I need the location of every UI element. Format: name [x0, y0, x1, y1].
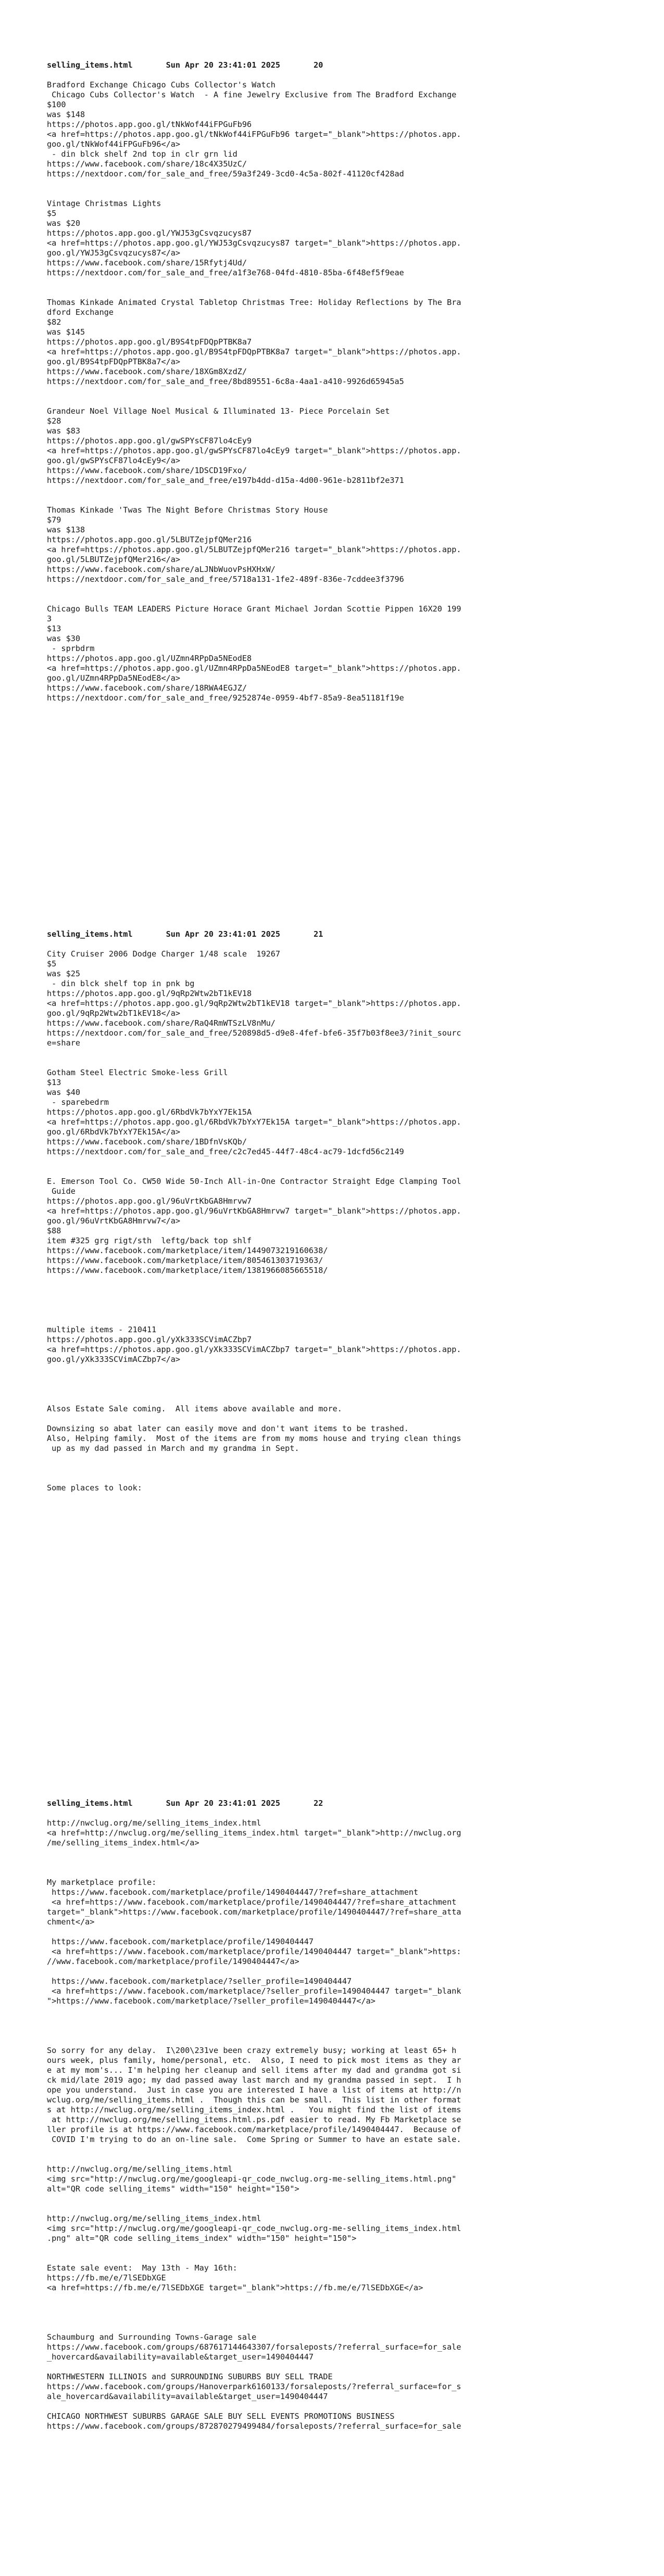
text-line: dford Exchange — [47, 308, 114, 317]
text-line: https://www.facebook.com/marketplace/?seller_profile=1490404447 — [47, 1976, 352, 1986]
blank-line — [47, 1848, 625, 1858]
text-line: https://photos.app.goo.gl/6RbdVk7bYxY7Ek15A — [47, 1107, 252, 1117]
blank-line — [47, 397, 625, 406]
blank-line — [47, 2323, 625, 2332]
blank-line — [47, 1414, 625, 1424]
blank-line — [47, 1048, 625, 1058]
text-line: Bradford Exchange Chicago Cubs Collector's Watch — [47, 80, 275, 90]
header-filename: selling_items.html — [47, 929, 133, 939]
text-line: $82 — [47, 317, 61, 327]
text-line: http://nwclug.org/me/selling_items_index.html — [47, 1818, 261, 1828]
text-line: was $20 — [47, 219, 81, 228]
text-line: <a href=https://photos.app.goo.gl/tNkWof44iFPGuFb96 target="_blank">https://photos.app. — [47, 130, 461, 139]
header-date: Sun Apr 20 23:41:01 2025 — [166, 1799, 281, 1808]
text-line: $5 — [47, 959, 57, 968]
blank-line — [47, 2313, 625, 2323]
text-line: e=share — [47, 1038, 81, 1048]
text-line: https://www.facebook.com/share/aLJNbWuovPsHXHxW/ — [47, 565, 275, 574]
blank-line — [47, 1967, 625, 1976]
text-line: <a href=https://photos.app.goo.gl/96uVrtKbGA8Hmrvw7 target="_blank">https://photos.app. — [47, 1206, 461, 1216]
blank-line — [47, 189, 625, 199]
text-line: https://www.facebook.com/share/RaQ4RmWTSzLV8nMu/ — [47, 1018, 275, 1028]
text-line: /me/selling_items_index.html</a> — [47, 1838, 199, 1847]
text-line: Guide — [47, 1187, 76, 1196]
text-line: was $40 — [47, 1088, 81, 1097]
blank-line — [47, 1453, 625, 1463]
text-line: goo.gl/gwSPYsCF87lo4cEy9</a> — [47, 456, 181, 465]
blank-line — [47, 2145, 625, 2154]
text-line: Estate sale event: May 13th - May 16th: — [47, 2263, 237, 2273]
header-page-number: 20 — [314, 60, 323, 70]
text-line: Chicago Bulls TEAM LEADERS Picture Horace Grant Michael Jordan Scottie Pippen 16X20 199 — [47, 604, 461, 614]
blank-line — [47, 1927, 625, 1937]
text-line: was $25 — [47, 969, 81, 978]
blank-line — [47, 2293, 625, 2303]
text-line: 3 — [47, 614, 52, 623]
page-body — [47, 949, 625, 1493]
text-line: ale_hovercard&availability=available&target_user=1490404447 — [47, 2392, 328, 2401]
blank-line — [47, 2194, 625, 2204]
text-line: https://nextdoor.com/for_sale_and_free/c2c7ed45-44f7-48c4-ac79-1dcfd56c2149 — [47, 1147, 404, 1156]
text-line: https://photos.app.goo.gl/gwSPYsCF87lo4cEy9 — [47, 436, 252, 445]
blank-line — [47, 1167, 625, 1177]
text-line: $5 — [47, 209, 57, 218]
text-line: $100 — [47, 100, 66, 109]
text-line: <a href=https://photos.app.goo.gl/gwSPYsCF87lo4cEy9 target="_blank">https://photos.app. — [47, 446, 461, 455]
text-line: <a href=https://www.facebook.com/marketplace/?seller_profile=1490404447 target="_blank — [47, 1986, 461, 1996]
text-line: goo.gl/tNkWof44iFPGuFb96</a> — [47, 139, 181, 149]
text-line: up as my dad passed in March and my grandma in Sept. — [47, 1444, 299, 1453]
text-line: s at http://nwclug.org/me/selling_items_index.html . You might find the list of items — [47, 2105, 461, 2114]
page-header — [47, 1799, 625, 1808]
blank-line — [47, 2303, 625, 2313]
text-line: target="_blank">https://www.facebook.com/marketplace/profile/1490404447/?ref=share_atta — [47, 1907, 461, 1917]
text-line: ">https://www.facebook.com/marketplace/?seller_profile=1490404447</a> — [47, 1996, 375, 2006]
text-line: https://nextdoor.com/for_sale_and_free/a1f3e768-04fd-4810-85ba-6f48ef5f9eae — [47, 268, 404, 277]
text-line: https://photos.app.goo.gl/B9S4tpFDQpPTBK8a7 — [47, 337, 252, 347]
text-line: https://nextdoor.com/for_sale_and_free/5718a131-1fe2-489f-836e-7cddee3f3796 — [47, 575, 404, 584]
text-line: goo.gl/6RbdVk7bYxY7Ek15A</a> — [47, 1127, 181, 1137]
blank-line — [47, 1394, 625, 1404]
text-line: https://www.facebook.com/groups/687617144643307/forsaleposts/?referral_surface=for_sale — [47, 2342, 461, 2352]
text-line: ck mid/late 2019 ago; my dad passed away last march and my grandma passed in sept. I h — [47, 2075, 461, 2085]
text-line: https://nextdoor.com/for_sale_and_free/59a3f249-3cd0-4c5a-802f-41120cf428ad — [47, 169, 404, 178]
page-body — [47, 1818, 625, 2431]
text-line: <a href=https://photos.app.goo.gl/5LBUTZejpfQMer216 target="_blank">https://photos.app. — [47, 545, 461, 554]
text-line: Some places to look: — [47, 1483, 142, 1493]
page-20 — [47, 60, 625, 703]
blank-line — [47, 1364, 625, 1374]
page-header — [47, 929, 625, 939]
text-line: https://www.facebook.com/marketplace/profile/1490404447 — [47, 1937, 314, 1946]
text-line: <a href=https://photos.app.goo.gl/YWJ53gCsvqzucys87 target="_blank">https://photos.app. — [47, 238, 461, 248]
page-header — [47, 60, 625, 70]
text-line: Thomas Kinkade Animated Crystal Tabletop Christmas Tree: Holiday Reflections by The Bra — [47, 298, 461, 307]
text-line: $13 — [47, 1078, 61, 1087]
text-line: E. Emerson Tool Co. CW50 Wide 50-Inch All-in-One Contractor Straight Edge Clamping Tool — [47, 1177, 461, 1186]
text-line: https://photos.app.goo.gl/96uVrtKbGA8Hmrvw7 — [47, 1196, 252, 1206]
text-line: .png" alt="QR code selling_items_index" width="150" height="150"> — [47, 2234, 357, 2243]
text-line: https://fb.me/e/7lSEDbXGE — [47, 2273, 166, 2282]
header-spacer — [47, 939, 625, 949]
text-line: https://www.facebook.com/share/18c4X35UzC/ — [47, 159, 247, 169]
text-line: https://www.facebook.com/marketplace/item/1449073219160638/ — [47, 1246, 328, 1255]
text-line: alt="QR code selling_items" width="150" height="150"> — [47, 2184, 299, 2194]
text-line: was $30 — [47, 634, 81, 643]
text-line: wclug.org/me/selling_items.html . Though this can be small. This list in other format — [47, 2095, 461, 2105]
text-line: https://www.facebook.com/share/15Rfytj4Ud/ — [47, 258, 247, 267]
text-line: was $148 — [47, 110, 85, 119]
text-line: https://photos.app.goo.gl/5LBUTZejpfQMer216 — [47, 535, 252, 544]
text-line: So sorry for any delay. I\200\231ve been crazy extremely busy; working at least 65+ h — [47, 2046, 457, 2055]
text-line: https://www.facebook.com/share/1DSCD19Fxo/ — [47, 466, 247, 475]
text-line: at http://nwclug.org/me/selling_items.html.ps.pdf easier to read. My Fb Marketplace se — [47, 2115, 461, 2124]
text-line: e at my mom's... I'm helping her cleanup and sell items after my dad and grandma got si — [47, 2065, 461, 2075]
blank-line — [47, 387, 625, 397]
blank-line — [47, 1305, 625, 1315]
text-line: CHICAGO NORTHWEST SUBURBS GARAGE SALE BUY SELL EVENTS PROMOTIONS BUSINESS — [47, 2412, 395, 2421]
text-line: COVID I'm trying to do an on-line sale. Come Spring or Summer to have an estate sale. — [47, 2135, 461, 2144]
text-line: ope you understand. Just in case you are interested I have a list of items at http://n — [47, 2085, 461, 2095]
text-line: City Cruiser 2006 Dodge Charger 1/48 scale 19267 — [47, 949, 281, 959]
blank-line — [47, 1295, 625, 1305]
text-line: goo.gl/9qRp2Wtw2bT1kEV18</a> — [47, 1009, 181, 1018]
blank-line — [47, 278, 625, 288]
text-line: https://www.facebook.com/marketplace/profile/1490404447/?ref=share_attachment — [47, 1888, 419, 1897]
blank-line — [47, 2016, 625, 2026]
blank-line — [47, 2243, 625, 2253]
text-line: Alsos Estate Sale coming. All items above available and more. — [47, 1404, 342, 1413]
text-line: <a href=https://photos.app.goo.gl/6RbdVk7bYxY7Ek15A target="_blank">https://photos.app. — [47, 1117, 461, 1127]
text-line: ller profile is at https://www.facebook.com/marketplace/profile/1490404447. Because of — [47, 2125, 461, 2134]
blank-line — [47, 495, 625, 505]
blank-line — [47, 1315, 625, 1325]
text-line: https://www.facebook.com/share/1BDfnVsKQb/ — [47, 1137, 247, 1146]
text-line: https://photos.app.goo.gl/YWJ53gCsvqzucys87 — [47, 228, 252, 238]
text-line: https://www.facebook.com/groups/872870279499484/forsaleposts/?referral_surface=for_sale — [47, 2421, 461, 2431]
text-line: - sparebedrm — [47, 1098, 109, 1107]
text-line: Schaumburg and Surrounding Towns-Garage sale — [47, 2332, 257, 2342]
text-line: Downsizing so abat later can easily move and don't want items to be trashed. — [47, 1424, 409, 1433]
text-line: multiple items - 210411 — [47, 1325, 157, 1334]
text-line: <a href=http://nwclug.org/me/selling_items_index.html target="_blank">http://nwclug.org — [47, 1828, 461, 1838]
blank-line — [47, 584, 625, 594]
blank-line — [47, 2204, 625, 2214]
blank-line — [47, 1157, 625, 1167]
text-line: goo.gl/B9S4tpFDQpPTBK8a7</a> — [47, 357, 181, 366]
text-line: ours week, plus family, home/personal, etc. Also, I need to pick most items as they ar — [47, 2056, 461, 2065]
text-line: https://photos.app.goo.gl/tNkWof44iFPGuFb96 — [47, 120, 252, 129]
text-line: <a href=https://photos.app.goo.gl/yXk333SCVimACZbp7 target="_blank">https://photos.app. — [47, 1345, 461, 1354]
text-line: - sprbdrm — [47, 644, 95, 653]
blank-line — [47, 2402, 625, 2412]
text-line: My marketplace profile: — [47, 1878, 157, 1887]
header-date: Sun Apr 20 23:41:01 2025 — [166, 929, 281, 939]
text-line: Thomas Kinkade 'Twas The Night Before Christmas Story House — [47, 505, 328, 515]
text-line: goo.gl/5LBUTZejpfQMer216</a> — [47, 555, 181, 564]
text-line: https://photos.app.goo.gl/UZmn4RPpDa5NEodE8 — [47, 654, 252, 663]
blank-line — [47, 2006, 625, 2016]
text-line: <a href=https://photos.app.goo.gl/UZmn4RPpDa5NEodE8 target="_blank">https://photos.app. — [47, 664, 461, 673]
text-line: Also, Helping family. Most of the items are from my moms house and trying clean things — [47, 1434, 461, 1443]
text-line: $13 — [47, 624, 61, 633]
blank-line — [47, 1858, 625, 1868]
text-line: $28 — [47, 416, 61, 426]
blank-line — [47, 2154, 625, 2164]
text-line: item #325 grg rigt/sth leftg/back top shlf — [47, 1236, 252, 1245]
text-line: https://nextdoor.com/for_sale_and_free/520898d5-d9e8-4fef-bfe6-35f7b03f8ee3/?init_sourc — [47, 1028, 461, 1038]
text-line: https://www.facebook.com/share/18XGm8XzdZ/ — [47, 367, 247, 376]
text-line: $88 — [47, 1226, 61, 1235]
text-line: Grandeur Noel Village Noel Musical & Illuminated 13- Piece Porcelain Set — [47, 406, 390, 416]
text-line: //www.facebook.com/marketplace/profile/1490404447</a> — [47, 1957, 299, 1966]
page-21 — [47, 929, 625, 1493]
blank-line — [47, 288, 625, 298]
text-line: _hovercard&availability=available&target_user=1490404447 — [47, 2352, 314, 2362]
text-line: was $138 — [47, 525, 85, 534]
header-spacer — [47, 70, 625, 80]
text-line: goo.gl/yXk333SCVimACZbp7</a> — [47, 1355, 181, 1364]
blank-line — [47, 486, 625, 495]
text-line: $79 — [47, 515, 61, 525]
text-line: <img src="http://nwclug.org/me/googleapi-qr_code_nwclug.org-me-selling_items_index.html — [47, 2224, 461, 2233]
blank-line — [47, 1868, 625, 1878]
text-line: https://www.facebook.com/groups/Hanoverpark6160133/forsaleposts/?referral_surface=for_s — [47, 2382, 461, 2391]
blank-line — [47, 179, 625, 189]
text-line: <a href=https://photos.app.goo.gl/B9S4tpFDQpPTBK8a7 target="_blank">https://photos.app. — [47, 347, 461, 356]
text-line: - din blck shelf top in pnk bg — [47, 979, 195, 988]
text-line: https://www.facebook.com/marketplace/item/1381966085665518/ — [47, 1266, 328, 1275]
text-line: <a href=https://www.facebook.com/marketplace/profile/1490404447/?ref=share_attachment — [47, 1897, 457, 1907]
text-line: was $83 — [47, 426, 81, 436]
header-date: Sun Apr 20 23:41:01 2025 — [166, 60, 281, 70]
header-page-number: 22 — [314, 1799, 323, 1808]
blank-line — [47, 1473, 625, 1483]
header-filename: selling_items.html — [47, 1799, 133, 1808]
text-line: goo.gl/YWJ53gCsvqzucys87</a> — [47, 248, 181, 258]
text-line: https://www.facebook.com/share/18RWA4EGJZ/ — [47, 683, 247, 693]
blank-line — [47, 2362, 625, 2372]
blank-line — [47, 1058, 625, 1068]
text-line: http://nwclug.org/me/selling_items.html — [47, 2164, 233, 2174]
text-line: - din blck shelf 2nd top in clr grn lid — [47, 149, 237, 159]
blank-line — [47, 594, 625, 604]
text-line: Gotham Steel Electric Smoke-less Grill — [47, 1068, 228, 1077]
text-line: <a href=https://www.facebook.com/marketplace/profile/1490404447 target="_blank">https: — [47, 1947, 461, 1956]
text-line: https://photos.app.goo.gl/yXk333SCVimACZbp7 — [47, 1335, 252, 1344]
header-spacer — [47, 1808, 625, 1818]
header-page-number: 21 — [314, 929, 323, 939]
page-body — [47, 80, 625, 703]
text-line: chment</a> — [47, 1917, 95, 1927]
blank-line — [47, 1285, 625, 1295]
blank-line — [47, 1276, 625, 1285]
header-filename: selling_items.html — [47, 60, 133, 70]
blank-line — [47, 1374, 625, 1384]
text-line: http://nwclug.org/me/selling_items_index.html — [47, 2214, 261, 2223]
blank-line — [47, 1384, 625, 1394]
blank-line — [47, 2026, 625, 2036]
page-22 — [47, 1799, 625, 2431]
text-line: goo.gl/96uVrtKbGA8Hmrvw7</a> — [47, 1216, 181, 1226]
blank-line — [47, 1463, 625, 1473]
text-line: Chicago Cubs Collector's Watch - A fine Jewelry Exclusive from The Bradford Exchange — [47, 90, 457, 99]
text-line: https://photos.app.goo.gl/9qRp2Wtw2bT1kEV18 — [47, 989, 252, 998]
text-line: https://nextdoor.com/for_sale_and_free/e197b4dd-d15a-4d00-961e-b2811bf2e371 — [47, 476, 404, 485]
text-line: <a href=https://fb.me/e/7lSEDbXGE target="_blank">https://fb.me/e/7lSEDbXGE</a> — [47, 2283, 423, 2292]
blank-line — [47, 2036, 625, 2046]
text-line: NORTHWESTERN ILLINOIS and SURROUNDING SUBURBS BUY SELL TRADE — [47, 2372, 333, 2381]
text-line: goo.gl/UZmn4RPpDa5NEodE8</a> — [47, 673, 181, 683]
text-line: https://nextdoor.com/for_sale_and_free/9252874e-0959-4bf7-85a9-8ea51181f19e — [47, 693, 404, 703]
text-line: https://www.facebook.com/marketplace/item/805461303719363/ — [47, 1256, 323, 1265]
text-line: <img src="http://nwclug.org/me/googleapi-qr_code_nwclug.org-me-selling_items.html.png" — [47, 2174, 457, 2184]
blank-line — [47, 2253, 625, 2263]
text-line: was $145 — [47, 327, 85, 337]
text-line: <a href=https://photos.app.goo.gl/9qRp2Wtw2bT1kEV18 target="_blank">https://photos.app. — [47, 999, 461, 1008]
text-line: Vintage Christmas Lights — [47, 199, 161, 208]
text-line: https://nextdoor.com/for_sale_and_free/8bd89551-6c8a-4aa1-a410-9926d65945a5 — [47, 377, 404, 386]
